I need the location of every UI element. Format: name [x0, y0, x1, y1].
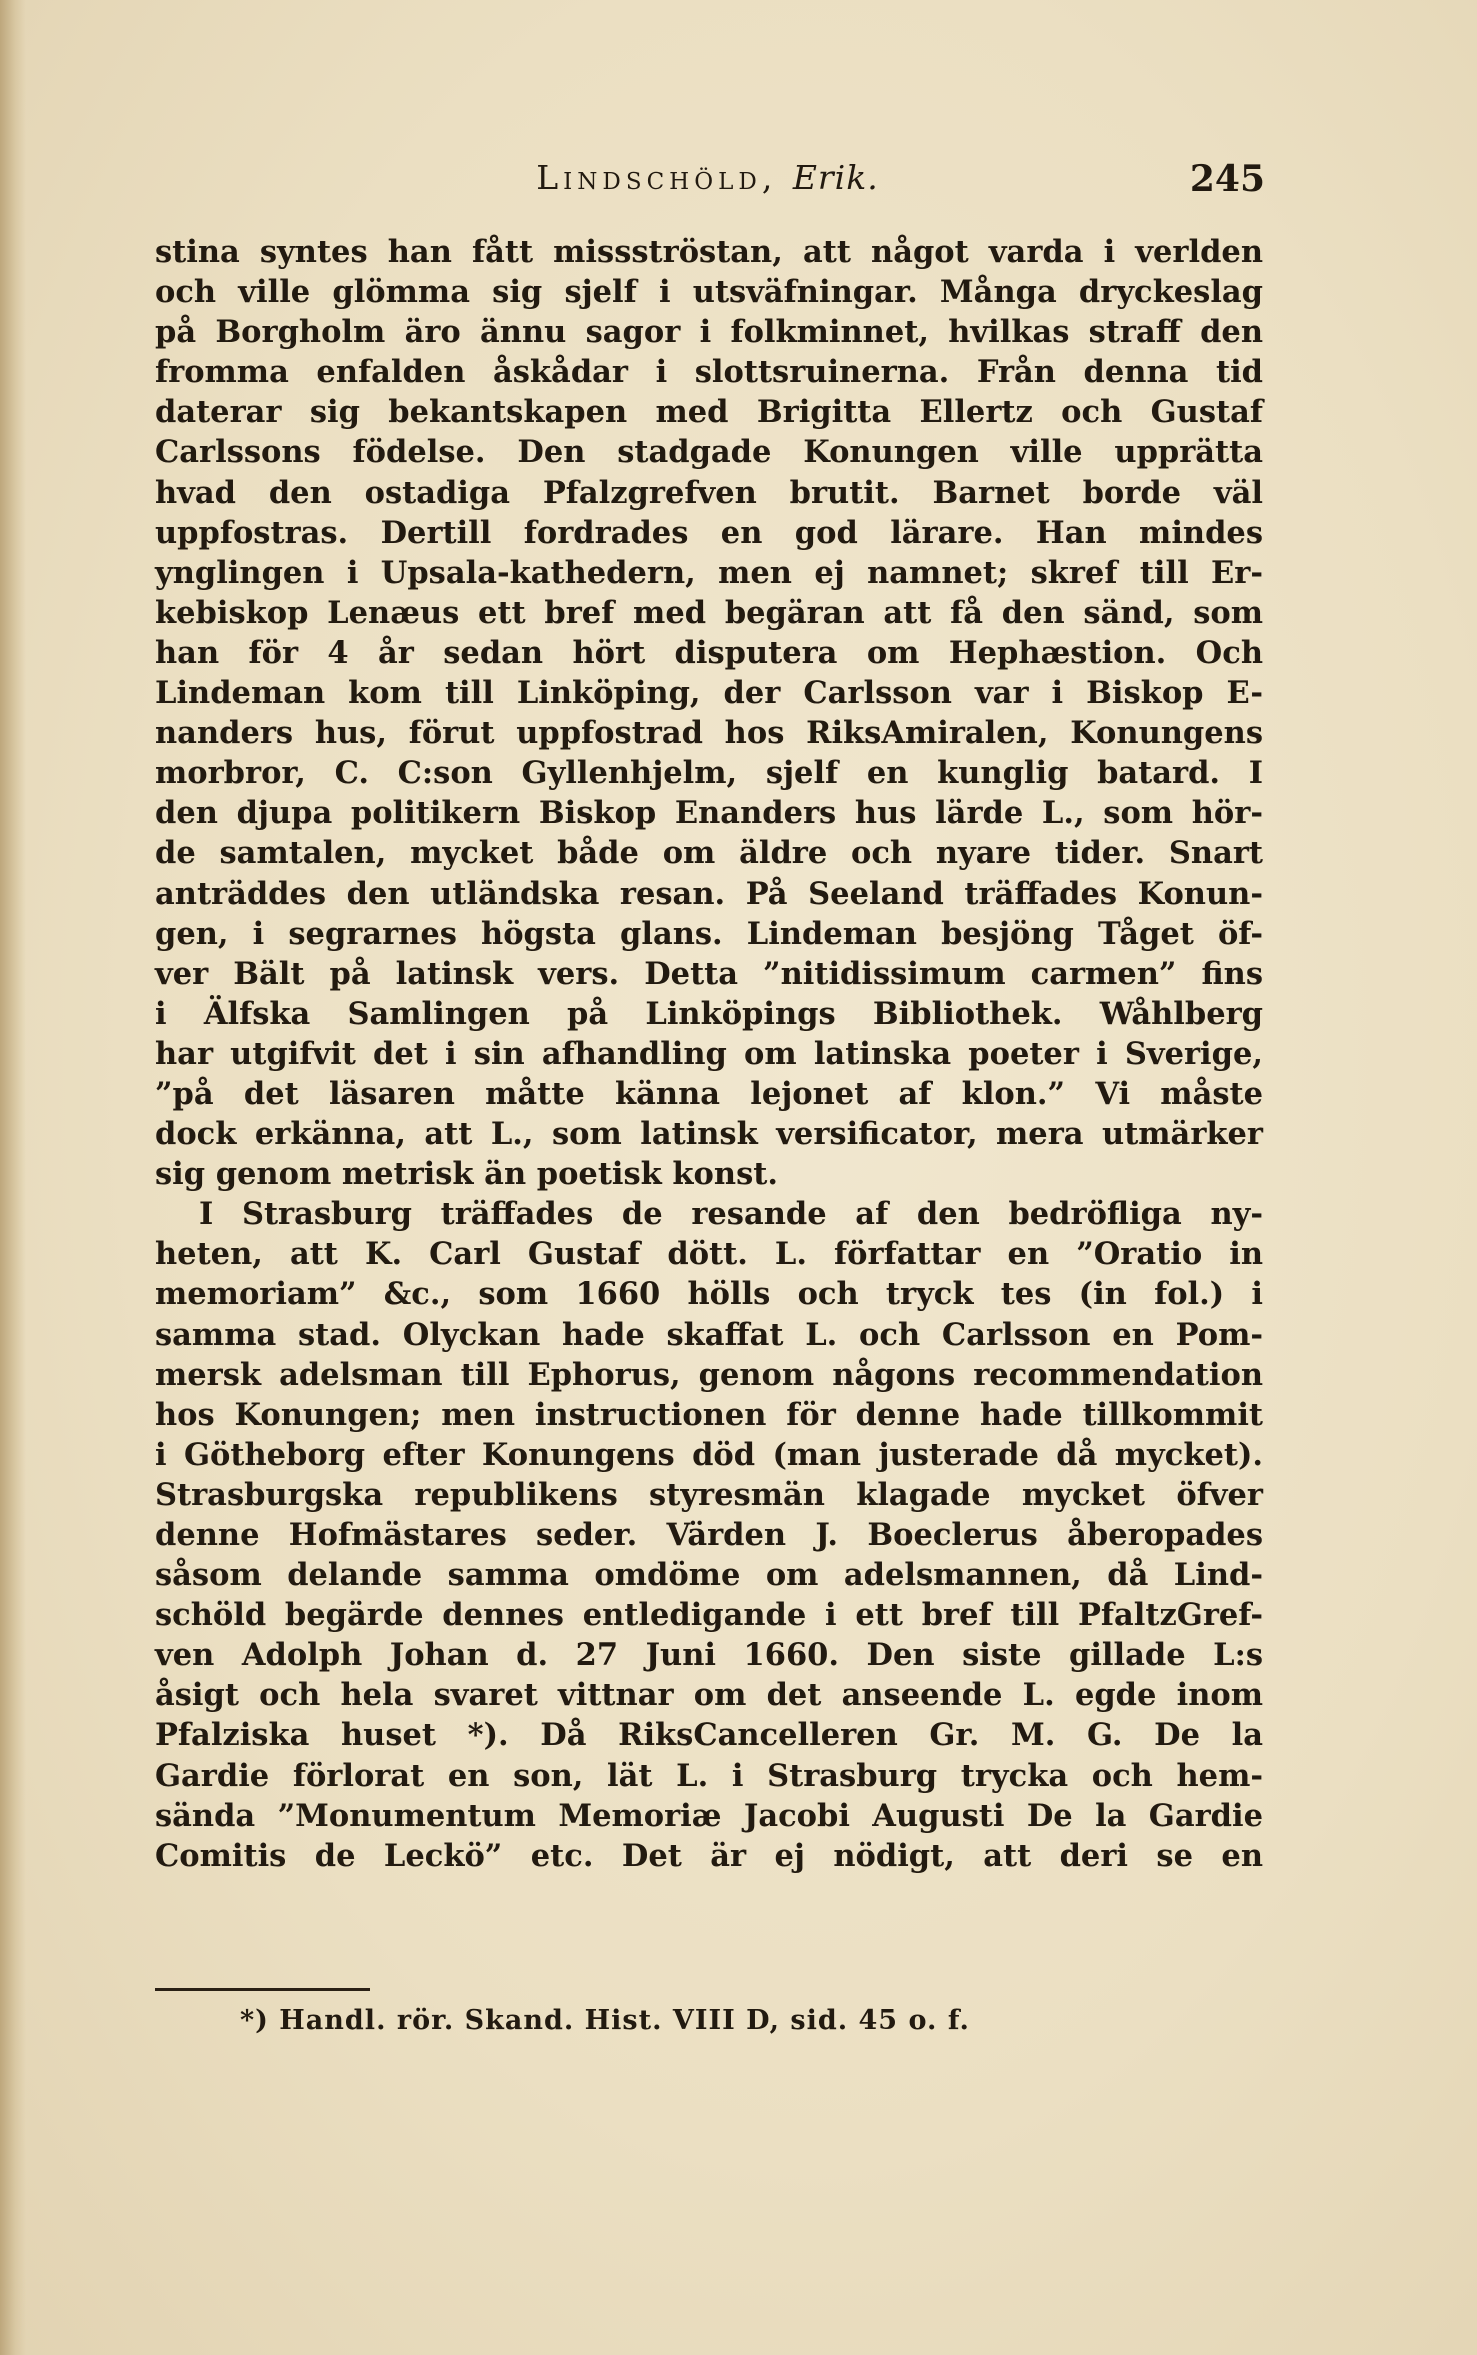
text-line: sända ”Monumentum Memoriæ Jacobi Augusti De la Gardie [155, 1797, 1263, 1834]
text-line: såsom delande samma omdöme om adelsmannen, då Lind- [155, 1557, 1263, 1594]
text-line: fromma enfalden åskådar i slottsruinerna. Från denna tid [155, 354, 1263, 391]
text-line: den djupa politikern Biskop Enanders hus lärde L., som hör- [155, 795, 1263, 832]
text-line: morbror, C. C:son Gyllenhjelm, sjelf en kunglig batard. I [155, 755, 1263, 792]
text-line: dock erkänna, att L., som latinsk versificator, mera utmärker [155, 1116, 1263, 1153]
text-line: Strasburgska republikens styresmän klagade mycket öfver [155, 1476, 1263, 1513]
running-head [150, 158, 1265, 197]
text-line: och ville glömma sig sjelf i utsväfningar. Många dryckeslag [155, 274, 1263, 311]
text-line: samma stad. Olyckan hade skaffat L. och Carlsson en Pom- [155, 1316, 1263, 1353]
page-gutter-edge [0, 0, 26, 2355]
text-line: anträddes den utländska resan. På Seeland träffades Konun- [155, 875, 1263, 912]
page-number: 245 [1189, 158, 1265, 200]
text-line: de samtalen, mycket både om äldre och nyare tider. Snart [155, 835, 1263, 872]
text-line: på Borgholm äro ännu sagor i folkminnet, hvilkas straff den [155, 314, 1263, 351]
text-line: ”på det läsaren måtte känna lejonet af klon.” Vi måste [155, 1075, 1263, 1112]
text-line: Gardie förlorat en son, lät L. i Strasburg trycka och hem- [155, 1757, 1263, 1794]
text-line: åsigt och hela svaret vittnar om det anseende L. egde inom [155, 1677, 1263, 1714]
text-line: denne Hofmästares seder. Värden J. Boeclerus åberopades [155, 1517, 1263, 1553]
text-line: Lindeman kom till Linköping, der Carlsson var i Biskop E- [155, 675, 1263, 712]
text-line: i Götheborg efter Konungens död (man justerade då mycket). [155, 1436, 1263, 1473]
text-line: stina syntes han fått missströstan, att något varda i verlden [155, 234, 1263, 270]
footnote-rule [155, 1988, 370, 1991]
text-line: i Älfska Samlingen på Linköpings Bibliothek. Wåhlberg [155, 995, 1263, 1032]
text-line: daterar sig bekantskapen med Brigitta Ellertz och Gustaf [155, 394, 1263, 431]
running-head-first-name: Erik. [792, 158, 879, 197]
text-line: schöld begärde dennes entledigande i ett bref till PfaltzGref- [155, 1597, 1263, 1634]
text-line: ver Bält på latinsk vers. Detta ”nitidissimum carmen” fins [155, 955, 1263, 992]
body-text [155, 232, 1263, 1876]
text-line: I Strasburg träffades de resande af den bedröfliga ny- [199, 1196, 1263, 1233]
text-line: mersk adelsman till Ephorus, genom någons recommendation [155, 1356, 1263, 1393]
text-line: nanders hus, förut uppfostrad hos RiksAmiralen, Konungens [155, 715, 1263, 752]
text-line: hos Konungen; men instructionen för denne hade tillkommit [155, 1396, 1263, 1433]
text-line: Carlssons födelse. Den stadgade Konungen ville upprätta [155, 434, 1263, 471]
text-line: heten, att K. Carl Gustaf dött. L. författar en ”Oratio in [155, 1236, 1263, 1273]
text-line: sig genom metrisk än poetisk konst. [155, 1156, 778, 1193]
text-line: hvad den ostadiga Pfalzgrefven brutit. Barnet borde väl [155, 474, 1263, 511]
paragraph-1 [155, 232, 1263, 1194]
paragraph-2 [155, 1194, 1263, 1876]
text-line: Comitis de Leckö” etc. Det är ej nödigt, att deri se en [155, 1837, 1263, 1874]
running-head-name: Lindschöld, [536, 158, 778, 197]
footnote: *) Handl. rör. Skand. Hist. VIII D, sid. 45 o. f. [240, 2005, 970, 2036]
text-line: uppfostras. Dertill fordrades en god lärare. Han mindes [155, 514, 1263, 551]
text-line: kebiskop Lenæus ett bref med begäran att få den sänd, som [155, 594, 1263, 631]
text-line: han för 4 år sedan hört disputera om Hephæstion. Och [155, 634, 1263, 671]
text-line: gen, i segrarnes högsta glans. Lindeman besjöng Tåget öf- [155, 915, 1263, 952]
text-line: Pfalziska huset *). Då RiksCancelleren Gr. M. G. De la [155, 1717, 1263, 1754]
text-line: har utgifvit det i sin afhandling om latinska poeter i Sverige, [155, 1035, 1263, 1072]
text-line: ynglingen i Upsala-kathedern, men ej namnet; skref till Er- [155, 554, 1263, 591]
text-line: ven Adolph Johan d. 27 Juni 1660. Den siste gillade L:s [155, 1637, 1263, 1674]
text-line: memoriam” &c., som 1660 hölls och tryck tes (in fol.) i [155, 1276, 1263, 1313]
page-header [150, 158, 1265, 208]
